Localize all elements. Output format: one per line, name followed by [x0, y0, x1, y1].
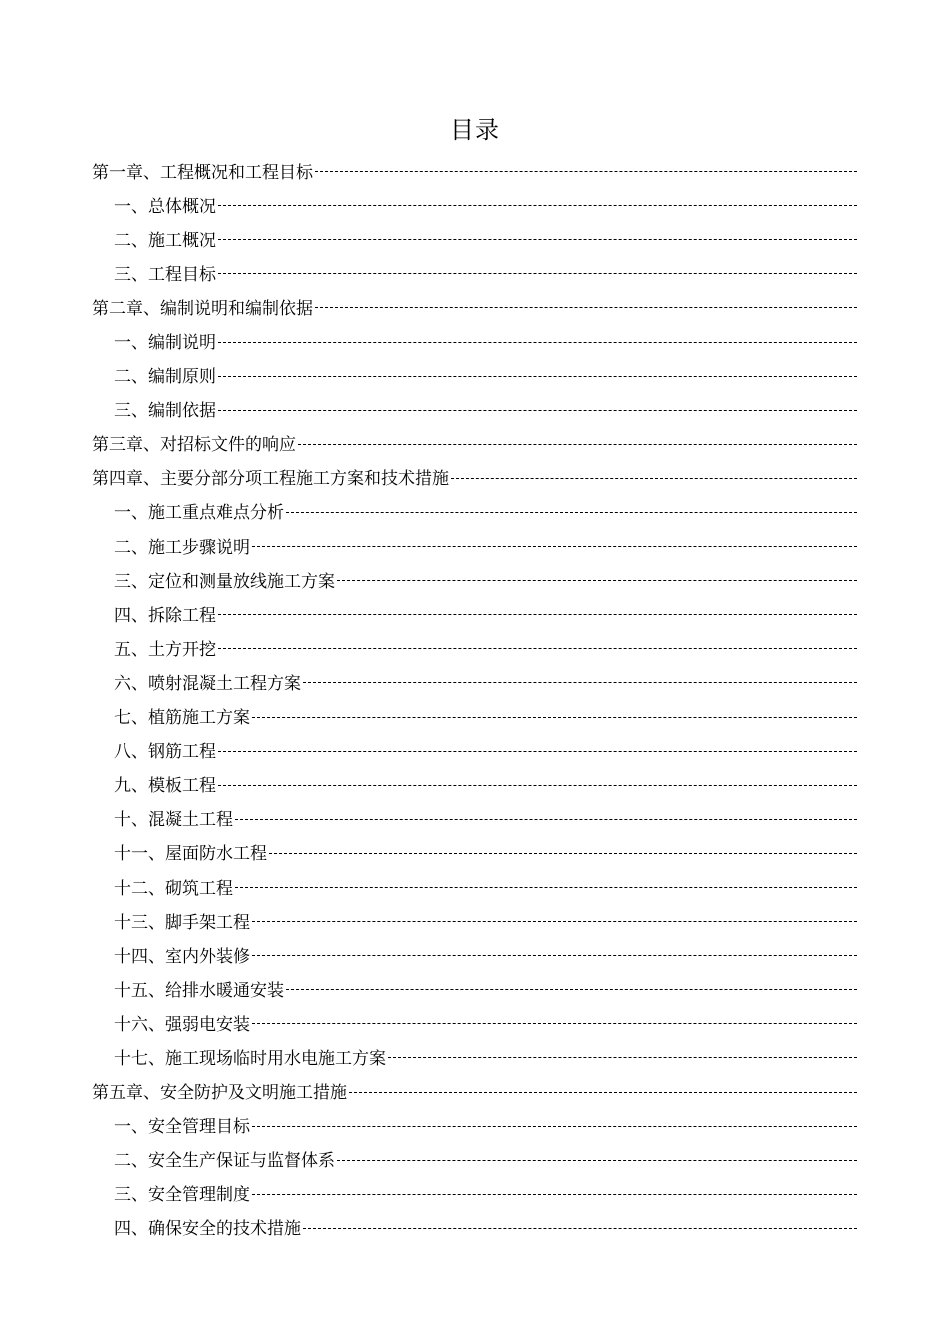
toc-dot-leader — [218, 614, 857, 615]
toc-entry-label: 十四、室内外装修 — [114, 946, 250, 967]
toc-dot-leader — [218, 376, 857, 377]
toc-entry-label: 第四章、主要分部分项工程施工方案和技术措施 — [92, 469, 449, 490]
toc-section-entry[interactable] — [92, 494, 857, 528]
toc-dot-leader — [218, 751, 857, 752]
toc-section-entry[interactable] — [92, 699, 857, 733]
toc-section-entry[interactable] — [92, 596, 857, 630]
toc-entry-label: 一、总体概况 — [114, 196, 216, 217]
toc-entry-label: 十二、砌筑工程 — [114, 878, 233, 899]
toc-dot-leader — [252, 1194, 857, 1195]
toc-section-entry[interactable] — [92, 835, 857, 869]
toc-entry-label: 十五、给排水暖通安装 — [114, 980, 284, 1001]
toc-dot-leader — [286, 989, 857, 990]
toc-section-entry[interactable] — [92, 869, 857, 903]
toc-entry-label: 十七、施工现场临时用水电施工方案 — [114, 1048, 386, 1069]
toc-dot-leader — [451, 478, 857, 479]
toc-section-entry[interactable] — [92, 903, 857, 937]
toc-dot-leader — [252, 1023, 857, 1024]
toc-dot-leader — [252, 717, 857, 718]
toc-section-entry[interactable] — [92, 392, 857, 426]
toc-section-entry[interactable] — [92, 971, 857, 1005]
toc-dot-leader — [235, 819, 857, 820]
toc-entry-label: 三、定位和测量放线施工方案 — [114, 571, 335, 592]
toc-dot-leader — [298, 444, 857, 445]
toc-section-entry[interactable] — [92, 358, 857, 392]
toc-dot-leader — [337, 580, 857, 581]
toc-dot-leader — [315, 307, 857, 308]
toc-entry-label: 二、施工概况 — [114, 230, 216, 251]
toc-chapter-entry[interactable] — [92, 289, 857, 323]
toc-dot-leader — [218, 410, 857, 411]
toc-entry-label: 第三章、对招标文件的响应 — [92, 435, 296, 456]
toc-dot-leader — [252, 955, 857, 956]
toc-entry-label: 八、钢筋工程 — [114, 742, 216, 763]
toc-dot-leader — [218, 785, 857, 786]
toc-dot-leader — [388, 1057, 857, 1058]
toc-chapter-entry[interactable] — [92, 153, 857, 187]
toc-dot-leader — [235, 887, 857, 888]
toc-entry-label: 四、确保安全的技术措施 — [114, 1219, 301, 1240]
toc-section-entry[interactable] — [92, 1142, 857, 1176]
toc-entry-label: 第一章、工程概况和工程目标 — [92, 162, 313, 183]
toc-section-entry[interactable] — [92, 801, 857, 835]
toc-entry-label: 十三、脚手架工程 — [114, 912, 250, 933]
toc-entry-label: 七、植筋施工方案 — [114, 708, 250, 729]
toc-entry-label: 二、施工步骤说明 — [114, 537, 250, 558]
toc-entry-label: 十一、屋面防水工程 — [114, 844, 267, 865]
toc-entry-label: 三、编制依据 — [114, 401, 216, 422]
toc-dot-leader — [252, 1126, 857, 1127]
toc-dot-leader — [218, 205, 857, 206]
toc-entry-label: 三、安全管理制度 — [114, 1185, 250, 1206]
toc-dot-leader — [218, 273, 857, 274]
toc-entry-label: 第二章、编制说明和编制依据 — [92, 298, 313, 319]
toc-dot-leader — [218, 648, 857, 649]
toc-entry-label: 一、安全管理目标 — [114, 1117, 250, 1138]
toc-dot-leader — [337, 1160, 857, 1161]
toc-dot-leader — [315, 171, 857, 172]
toc-entry-label: 五、土方开挖 — [114, 639, 216, 660]
toc-section-entry[interactable] — [92, 187, 857, 221]
toc-section-entry[interactable] — [92, 630, 857, 664]
toc-chapter-entry[interactable] — [92, 426, 857, 460]
toc-section-entry[interactable] — [92, 664, 857, 698]
toc-dot-leader — [218, 239, 857, 240]
toc-dot-leader — [252, 546, 857, 547]
toc-entry-label: 一、施工重点难点分析 — [114, 503, 284, 524]
toc-section-entry[interactable] — [92, 1039, 857, 1073]
toc-entry-label: 二、安全生产保证与监督体系 — [114, 1151, 335, 1172]
toc-dot-leader — [252, 921, 857, 922]
toc-section-entry[interactable] — [92, 1108, 857, 1142]
toc-entry-label: 三、工程目标 — [114, 264, 216, 285]
toc-dot-leader — [303, 682, 857, 683]
toc-chapter-entry[interactable] — [92, 460, 857, 494]
toc-section-entry[interactable] — [92, 562, 857, 596]
toc-title: 目录 — [450, 116, 500, 144]
toc-entry-label: 一、编制说明 — [114, 333, 216, 354]
toc-section-entry[interactable] — [92, 221, 857, 255]
toc-dot-leader — [218, 342, 857, 343]
toc-chapter-entry[interactable] — [92, 1074, 857, 1108]
toc-section-entry[interactable] — [92, 937, 857, 971]
toc-section-entry[interactable] — [92, 1005, 857, 1039]
toc-section-entry[interactable] — [92, 733, 857, 767]
toc-section-entry[interactable] — [92, 323, 857, 357]
toc-section-entry[interactable] — [92, 767, 857, 801]
toc-dot-leader — [286, 512, 857, 513]
toc-section-entry[interactable] — [92, 1176, 857, 1210]
toc-dot-leader — [303, 1228, 857, 1229]
toc-entry-label: 十、混凝土工程 — [114, 810, 233, 831]
toc-dot-leader — [349, 1092, 857, 1093]
toc-entry-label: 第五章、安全防护及文明施工措施 — [92, 1083, 347, 1104]
toc-section-entry[interactable] — [92, 528, 857, 562]
toc-section-entry[interactable] — [92, 1210, 857, 1244]
toc-entry-label: 九、模板工程 — [114, 776, 216, 797]
toc-entry-label: 二、编制原则 — [114, 367, 216, 388]
toc-entry-label: 十六、强弱电安装 — [114, 1014, 250, 1035]
toc-entry-label: 四、拆除工程 — [114, 605, 216, 626]
table-of-contents — [92, 153, 857, 1244]
toc-entry-label: 六、喷射混凝土工程方案 — [114, 673, 301, 694]
toc-dot-leader — [269, 853, 857, 854]
toc-section-entry[interactable] — [92, 255, 857, 289]
